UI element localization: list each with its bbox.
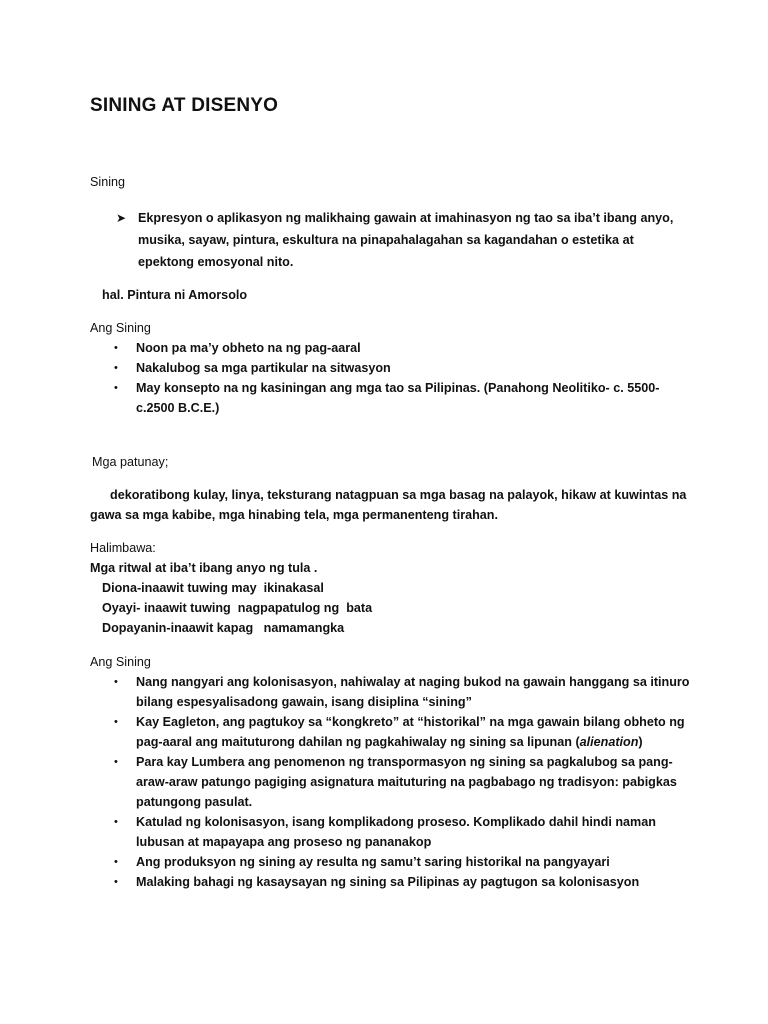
section-ang-sining-1 [90, 318, 690, 418]
page-title: SINING AT DISENYO [90, 95, 279, 116]
halimbawa-block [90, 538, 690, 638]
example-note: hal. Pintura ni Amorsolo [102, 288, 248, 302]
bullet-icon: • [114, 876, 118, 888]
halimbawa-intro: Mga ritwal at iba’t ibang anyo ng tula . [90, 561, 318, 575]
definition-item [116, 207, 676, 273]
bullet-icon: • [114, 816, 118, 828]
bullet-icon: • [114, 856, 118, 868]
list-item: • Para kay Lumbera ang penomenon ng transpormasyon ng sining sa pagkalubog sa pang-araw-araw patungo pagiging asignatura maituturing na pagbabago ng tradisyon: pabigkas patungong pasulat. [90, 752, 690, 812]
example-line: Diona-inaawit tuwing may ikinakasal [102, 581, 324, 595]
bullet-list [90, 672, 690, 892]
section-ang-sining-2 [90, 652, 690, 892]
bullet-icon: • [114, 342, 118, 354]
section-heading: Ang Sining [90, 321, 151, 335]
halimbawa-label: Halimbawa: [90, 541, 156, 555]
bullet-list [90, 338, 690, 418]
bullet-icon: • [114, 756, 118, 768]
bullet-icon: • [114, 362, 118, 374]
list-item: • Noon pa ma’y obheto na ng pag-aaral [90, 338, 690, 358]
example-line: Oyayi- inaawit tuwing nagpapatulog ng bata [102, 601, 373, 615]
list-item: • Malaking bahagi ng kasaysayan ng sining sa Pilipinas ay pagtugon sa kolonisasyon [90, 872, 690, 892]
bullet-icon: • [114, 382, 118, 394]
definition-text: Ekpresyon o aplikasyon ng malikhaing gawain at imahinasyon ng tao sa iba’t ibang anyo, musika, sayaw, pintura, eskultura na pinapahalagahan sa kagandahan o estetika at epektong emosyonal nito. [138, 211, 674, 269]
sining-heading: Sining [90, 175, 126, 189]
list-item: • May konsepto na ng kasiningan ang mga tao sa Pilipinas. (Panahong Neolitiko- c. 5500- c.2500 B.C.E.) [90, 378, 690, 418]
list-item: • Ang produksyon ng sining ay resulta ng samu’t saring historikal na pangyayari [90, 852, 690, 872]
bullet-icon: • [114, 716, 118, 728]
list-item: • Katulad ng kolonisasyon, isang komplikadong proseso. Komplikado dahil hindi naman lubusan at mapayapa ang proseso ng pananakop [90, 812, 690, 852]
bullet-icon: • [114, 676, 118, 688]
arrow-bullet-icon: ➤ [116, 211, 127, 225]
section-heading: Ang Sining [90, 655, 151, 669]
list-item: • Kay Eagleton, ang pagtukoy sa “kongkreto” at “historikal” na mga gawain bilang obheto ng pag-aaral ang maituturong dahilan ng pagkahiwalay ng sining sa lipunan (alienation) [90, 712, 690, 752]
list-item: • Nakalubog sa mga partikular na sitwasyon [90, 358, 690, 378]
list-item: • Nang nangyari ang kolonisasyon, nahiwalay at naging bukod na gawain hanggang sa itinuro bilang espesyalisadong gawain, isang disiplina “sining” [90, 672, 690, 712]
patunay-heading: Mga patunay; [92, 455, 169, 469]
example-line: Dopayanin-inaawit kapag namamangka [102, 621, 345, 635]
patunay-paragraph: dekoratibong kulay, linya, teksturang natagpuan sa mga basag na palayok, hikaw at kuwintas na gawa sa mga kabibe, mga hinabing tela, mga permanenteng tirahan. [90, 488, 687, 522]
alienation-term: alienation [579, 735, 639, 749]
